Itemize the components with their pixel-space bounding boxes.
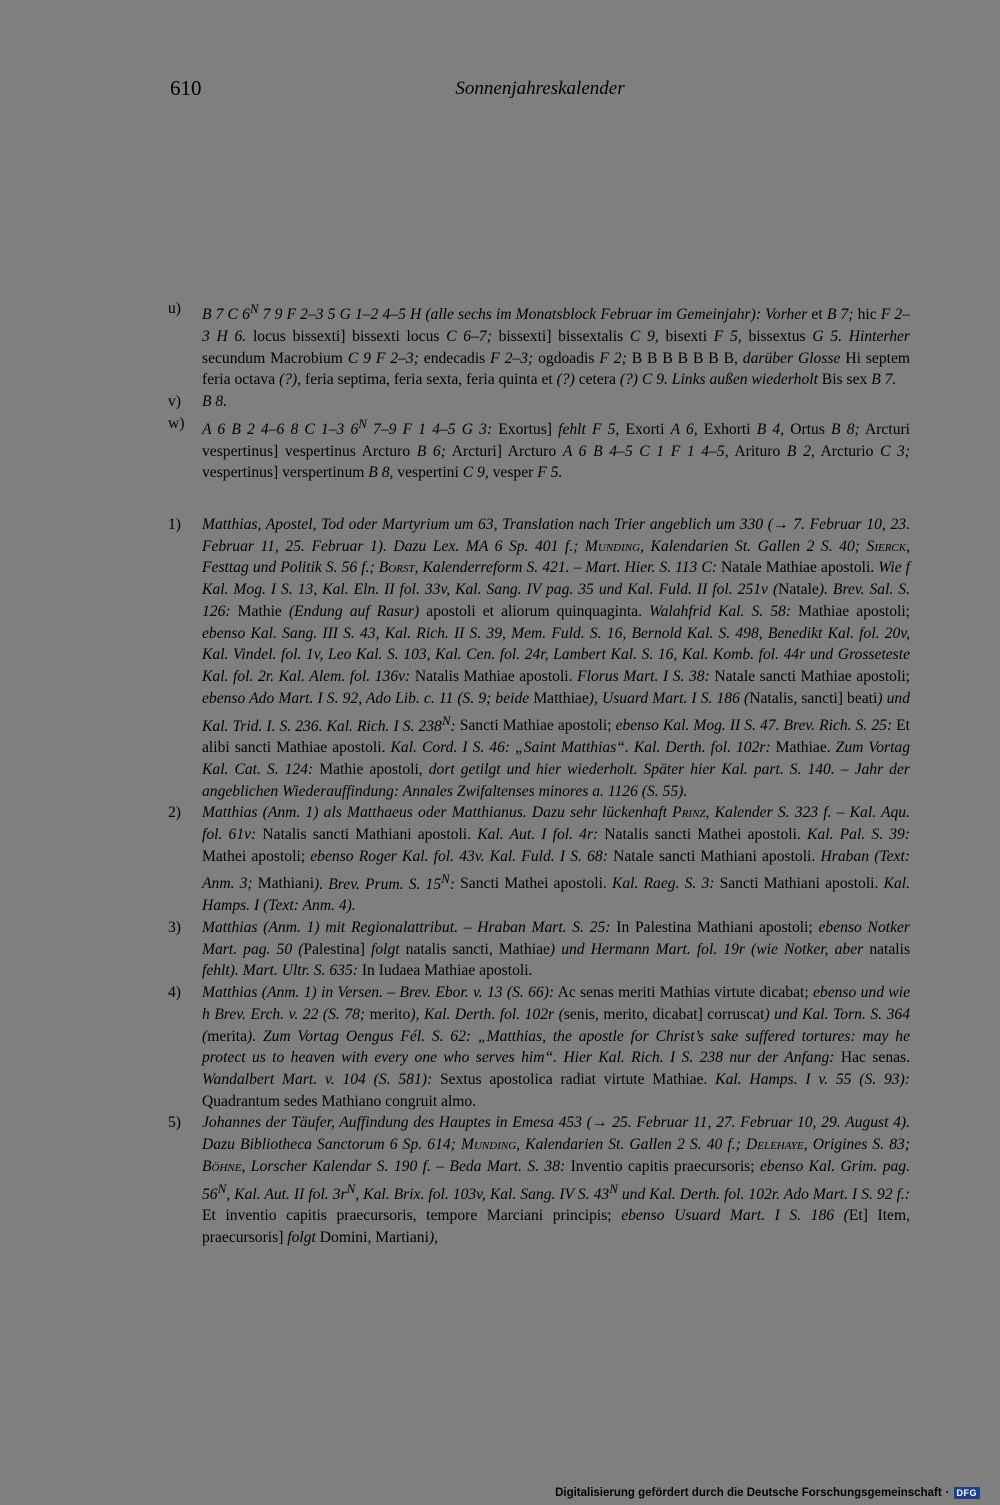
footnote-2 xyxy=(168,802,910,917)
footnote-label: 4) xyxy=(168,984,181,1002)
dfg-logo-icon: DFG xyxy=(954,1487,981,1499)
footnote-label: 1) xyxy=(168,516,181,533)
footnote-4 xyxy=(168,982,910,1112)
footnote-label: 3) xyxy=(168,919,181,937)
footnote-3 xyxy=(168,917,910,982)
footnote-label: 5) xyxy=(168,1114,181,1132)
apparatus-note-label: v) xyxy=(168,393,181,410)
apparatus-note-u xyxy=(168,298,910,391)
footnotes xyxy=(168,514,910,1249)
apparatus-note-text: B 8. xyxy=(202,393,228,410)
footnote-text: Matthias (Anm. 1) in Versen. – Brev. Ebor. v. 13 (S. 66): Ac senas meriti Mathias virtute dicabat; ebenso und wie h Brev. Erch. v. 22 (S. 78; merito), Kal. Derth. fol. 102r (senis, merito, dicabat] corruscat) und Kal. Torn. S. 364 (merita). Zum Vortag Oengus Fél. S. 62: „Matthias, the apostle for Christ’s sake suffered tortures: may he protect us to heaven with every one who serves him“. Hier Kal. Rich. I S. 238 nur der Anfang: Hac senas. Wandalbert Mart. v. 104 (S. 581): Sextus apostolica radiat virtute Mathiae. Kal. Hamps. I v. 55 (S. 93): Quadrantum sedes Mathiano congruit almo. xyxy=(202,984,911,1110)
page-header xyxy=(170,76,910,106)
footnote-1 xyxy=(168,514,910,802)
footnote-text: Matthias (Anm. 1) mit Regionalattribut. – Hraban Mart. S. 25: In Palestina Mathiani apostoli; ebenso Notker Mart. pag. 50 (Palestina] folgt natalis sancti, Mathiae) und Hermann Mart. fol. 19r (wie Notker, aber natalis fehlt). Mart. Ultr. S. 635: In Iudaea Mathiae apostoli. xyxy=(202,919,911,980)
footer-text: Digitalisierung gefördert durch die Deutsche Forschungsgemeinschaft xyxy=(555,1487,942,1499)
apparatus-note-w xyxy=(168,413,910,484)
page-number: 610 xyxy=(170,76,202,100)
footnote-text: Matthias (Anm. 1) als Matthaeus oder Matthianus. Dazu sehr lückenhaft Prinz, Kalender S. 323 f. – Kal. Aqu. fol. 61v: Natalis sancti Mathiani apostoli. Kal. Aut. I fol. 4r: Natalis sancti Mathei apostoli. Kal. Pal. S. 39: Mathei apostoli; ebenso Roger Kal. fol. 43v. Kal. Fuld. I S. 68: Natale sancti Mathiani apostoli. Hraban (Text: Anm. 3; Mathiani). Brev. Prum. S. $15^N$: Sancti Mathei apostoli. Kal. Raeg. S. 3: Sancti Mathiani apostoli. Kal. Hamps. I (Text: Anm. 4). xyxy=(202,804,910,915)
footnote-text: Johannes der Täufer, Auffindung des Hauptes in Emesa 453 (→ 25. Februar 11, 27. Februar 10, 29. August 4). Dazu Bibliotheca Sanctorum 6 Sp. 614; Munding, Kalendarien St. Gallen 2 S. 40 f.; Delehaye, Origines S. 83; Böhne, Lorscher Kalendar S. 190 f. – Beda Mart. S. 38: Inventio capitis praecursoris; ebenso Kal. Grim. pag. $56^N$, Kal. Aut. II fol. $3r^N$, Kal. Brix. fol. 103v, Kal. Sang. IV S. $43^N$ und Kal. Derth. fol. 102r. Ado Mart. I S. 92 f.: Et inventio capitis praecursoris, tempore Marciani principis; ebenso Usuard Mart. I S. 186 (Et] Item, praecursoris] folgt Domini, Martiani), xyxy=(202,1114,911,1247)
footnote-text: Matthias, Apostel, Tod oder Martyrium um 63, Translation nach Trier angeblich um 330 (→ 7. Februar 10, 23. Februar 11, 25. Februar 1). Dazu Lex. MA 6 Sp. 401 f.; Munding, Kalendarien St. Gallen 2 S. 40; Sierck, Festtag und Politik S. 56 f.; Borst, Kalenderreform S. 421. – Mart. Hier. S. 113 C: Natale Mathiae apostoli. Wie f Kal. Mog. I S. 13, Kal. Eln. II fol. 33v, Kal. Sang. IV pag. 35 und Kal. Fuld. II fol. 251v (Natale). Brev. Sal. S. 126: Mathie (Endung auf Rasur) apostoli et aliorum quinquaginta. Walahfrid Kal. S. 58: Mathiae apostoli; ebenso Kal. Sang. III S. 43, Kal. Rich. II S. 39, Mem. Fuld. S. 16, Bernold Kal. S. 498, Benedikt Kal. fol. 20v, Kal. Vindel. fol. 1v, Leo Kal. S. 103, Kal. Cen. fol. 24r, Lambert Kal. S. 16, Kal. Komb. fol. 44r und Grosseteste Kal. fol. 2r. Kal. Alem. fol. 136v: Natalis Mathiae apostoli. Florus Mart. I S. 38: Natale sancti Mathiae apostoli; ebenso Ado Mart. I S. 92, Ado Lib. c. 11 (S. 9; beide Matthiae), Usuard Mart. I S. 186 (Natalis, sancti] beati) und Kal. Trid. I. S. 236. Kal. Rich. I S. $238^N$: Sancti Mathiae apostoli; ebenso Kal. Mog. II S. 47. Brev. Rich. S. 25: Et alibi sancti Mathiae apostoli. Kal. Cord. I S. 46: „Saint Matthias“. Kal. Derth. fol. 102r: Mathiae. Zum Vortag Kal. Cat. S. 124: Mathie apostoli, dort getilgt und hier wiederholt. Später hier Kal. part. S. 140. – Jahr der angeblichen Wiederauffindung: Annales Zwifaltenses minores a. 1126 (S. 55). xyxy=(202,516,911,800)
apparatus-note-label: w) xyxy=(168,414,185,432)
critical-apparatus xyxy=(168,298,910,484)
apparatus-note-text: B 7 C $6^N$ 7 9 F 2–3 5 G 1–2 4–5 H (alle sechs im Monatsblock Februar im Gemeinjahr): Vorher et B 7; hic F 2–3 H 6. locus bissexti] bissexti locus C 6–7; bissexti] bissextalis C 9, bisexti F 5, bissextus G 5. Hinterher secundum Macrobium C 9 F 2–3; endecadis F 2–3; ogdoadis F 2; B B B B B B B, darüber Glosse Hi septem feria octava (?), feria septima, feria sexta, feria quinta et (?) cetera (?) C 9. Links außen wiederholt Bis sex B 7. xyxy=(202,301,910,389)
apparatus-note-v xyxy=(168,391,910,413)
footer-credit: Digitalisierung gefördert durch die Deutsche Forschungsgemeinschaft · DFG xyxy=(555,1487,980,1499)
running-title: Sonnenjahreskalender xyxy=(455,78,625,99)
apparatus-note-text: A 6 B 2 4–6 8 C 1–3 $6^N$ 7–9 F 1 4–5 G 3: Exortus] fehlt F 5, Exorti A 6, Exhorti B 4, Ortus B 8; Arcturi vespertinus] vespertinus Arcturo B 6; Arcturi] Arcturo A 6 B 4–5 C 1 F 1 4–5, Arituro B 2, Arcturio C 3; vespertinus] verspertinum B 8, vespertini C 9, vesper F 5. xyxy=(202,415,911,482)
footnote-label: 2) xyxy=(168,804,181,822)
footnote-5 xyxy=(168,1112,910,1248)
apparatus-note-label: u) xyxy=(168,300,181,317)
